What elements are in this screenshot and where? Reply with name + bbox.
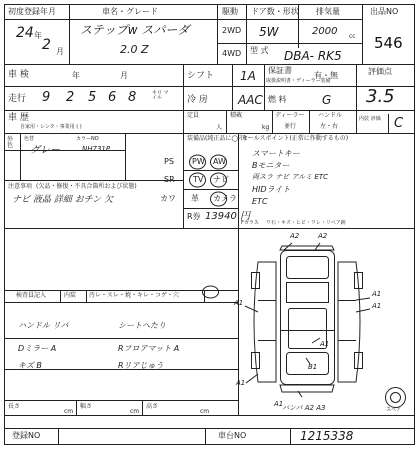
- damage-mark: A1: [236, 379, 246, 387]
- chassis-label: 車台NO: [218, 431, 247, 440]
- width-label: 幅さ: [80, 403, 93, 410]
- inspector-line-1: ハンドル リバ: [18, 321, 69, 330]
- reg-no-label: 登録NO: [12, 431, 41, 440]
- damage-mark: A2: [290, 232, 300, 240]
- length-label: 長さ: [8, 403, 21, 410]
- glass-label: Fガラス: [241, 220, 259, 226]
- color-no-label: カラーNO: [76, 136, 99, 142]
- car-name-label: 車名・グレード: [102, 7, 158, 16]
- car-diagram: [245, 243, 406, 408]
- drive-4wd: 4WD: [222, 49, 242, 58]
- load-unit: kg: [262, 124, 270, 131]
- color-no-value: NH731P: [82, 145, 111, 153]
- sales-point-5: ETC: [252, 197, 268, 206]
- equip-aw: AW: [213, 157, 226, 166]
- mileage-label: 走行: [8, 94, 27, 104]
- capacity-unit: 人: [216, 124, 223, 131]
- load-label: 積載: [230, 112, 243, 119]
- history-sub: 自家用・レンタ・事業用 ( ): [20, 124, 82, 130]
- inner-label: 内装: [64, 292, 77, 299]
- inspector-line-2: シートへたり: [118, 321, 166, 330]
- door-value: 5W: [259, 25, 279, 39]
- height-label: 高さ: [146, 403, 159, 410]
- r-ticket-value: 13940 円: [205, 211, 250, 222]
- shift-label: シフト: [187, 71, 215, 81]
- warranty-value: 有・無: [314, 71, 338, 80]
- height-cm: cm: [200, 408, 210, 415]
- model-label: 型 式: [250, 46, 269, 55]
- equip-ps: PS: [164, 157, 174, 166]
- reg-year-value: 24: [16, 25, 34, 41]
- reg-month-value: 2: [42, 37, 51, 53]
- km-unit: キロ マイル: [152, 90, 169, 101]
- mileage-digit-3: 5: [88, 90, 97, 105]
- reg-year-label: 初度登録年月: [8, 7, 56, 16]
- damage-mark: A1: [234, 299, 244, 307]
- inspector-label: 検査員記入: [16, 292, 47, 299]
- cc-unit: cc: [349, 33, 356, 40]
- damage-mark: A1: [372, 302, 382, 310]
- chassis-value: 1215338: [300, 429, 354, 443]
- grade-value: 2.0 Z: [120, 43, 149, 56]
- handle-value: 左・右: [320, 123, 339, 130]
- damage-mark: A2: [318, 232, 328, 240]
- damage-mark: A1: [372, 290, 382, 298]
- equip-leather: 革: [191, 194, 199, 203]
- mileage-digit-5: 8: [128, 90, 137, 105]
- ac-label: 冷 房: [187, 95, 208, 105]
- mileage-digit-1: 9: [42, 90, 51, 105]
- equip-navi: ナビ: [213, 175, 229, 184]
- sales-label: セールスポイント(正常に作動するもの): [242, 135, 349, 142]
- inspector-line-4: Rフロアマット A: [118, 344, 180, 353]
- equip-kawa: カワ: [160, 194, 176, 203]
- inspector-line-6: Rリアじゅう: [118, 361, 164, 370]
- displacement-label: 排気量: [316, 7, 340, 16]
- shaken-year-unit: 年: [72, 71, 80, 80]
- sales-point-4: HIDライト: [252, 185, 291, 194]
- glass-options: ワ石・キズ・ヒビ・ワレ・リペア跡: [266, 220, 346, 226]
- inspector-line-3: Dミラー A: [18, 344, 57, 353]
- equip-camera: カメラ: [213, 194, 237, 203]
- color-change-label: 色替: [24, 136, 35, 142]
- spare-label: スペア: [386, 407, 402, 413]
- capacity-label: 定員: [187, 112, 200, 119]
- bumper-note: バンパ A2 A3: [282, 404, 326, 412]
- ac-value: AAC: [238, 93, 263, 107]
- shaken-month-unit: 月: [120, 71, 128, 80]
- month-unit: 月: [56, 47, 64, 56]
- fuel-label: 燃 料: [268, 95, 287, 104]
- history-label: 車 歴: [8, 113, 29, 123]
- shift-value: 1A: [240, 69, 256, 83]
- exhibit-no-label: 出品NO: [370, 7, 399, 16]
- equipment-label: 装備品(純正品に◯印): [187, 135, 247, 142]
- mileage-digit-2: 2: [66, 90, 75, 105]
- notes-label: 注意事項: [8, 183, 33, 190]
- exterior-label: 外 色: [7, 136, 14, 149]
- exhibit-no-value: 546: [374, 34, 403, 52]
- displacement-value: 2000: [312, 26, 338, 37]
- year-unit: 年: [34, 31, 42, 40]
- equip-tv: TV: [193, 175, 204, 184]
- interior-value: C: [394, 116, 404, 131]
- damage-mark: B1: [308, 363, 318, 371]
- damage-mark: A1: [320, 340, 330, 348]
- color-value: グレー: [30, 145, 60, 156]
- mileage-digit-4: 6: [108, 90, 117, 105]
- sales-point-1: スマートキー: [252, 149, 300, 158]
- inner-options: 汚レ・スレ・焼・キレ・コゲ・穴: [89, 292, 179, 299]
- shaken-label: 車 検: [8, 70, 29, 80]
- warranty-label: 保証書: [268, 66, 292, 75]
- notes-sub: (欠品・修復・不具合箇所および状態): [36, 183, 137, 190]
- handle-label: ハンドル: [318, 112, 343, 119]
- equip-pw: PW: [192, 157, 205, 166]
- car-name-value: ステップw スパーダ: [80, 23, 190, 37]
- equip-sr: SR: [164, 175, 175, 184]
- drive-2wd: 2WD: [222, 26, 242, 35]
- fuel-value: G: [322, 93, 332, 107]
- damage-mark: A1: [274, 400, 284, 408]
- inspector-line-5: キズ B: [18, 361, 42, 370]
- interior-label: 内装 評価: [359, 116, 381, 122]
- r-ticket-label: R券: [187, 212, 201, 221]
- drive-label: 駆動: [222, 7, 238, 16]
- length-cm: cm: [64, 408, 74, 415]
- dealer-label: ディーラー: [275, 112, 305, 119]
- warranty-sub: 取扱説明書・ディーラー装備: [266, 78, 331, 84]
- door-label: ドア数・形状: [251, 7, 299, 16]
- grade-value: 3.5: [366, 86, 395, 107]
- sales-point-3: 両スラ ナビ アルミ ETC: [252, 173, 328, 181]
- sales-point-2: Bモニター: [252, 161, 290, 170]
- grade-label: 評価点: [368, 67, 392, 76]
- width-cm: cm: [130, 408, 140, 415]
- notes-value: ナビ 液晶 詳細 おチン 欠: [12, 195, 113, 205]
- dealer-value: 並行: [284, 123, 297, 130]
- model-value: DBA- RK5: [284, 49, 342, 63]
